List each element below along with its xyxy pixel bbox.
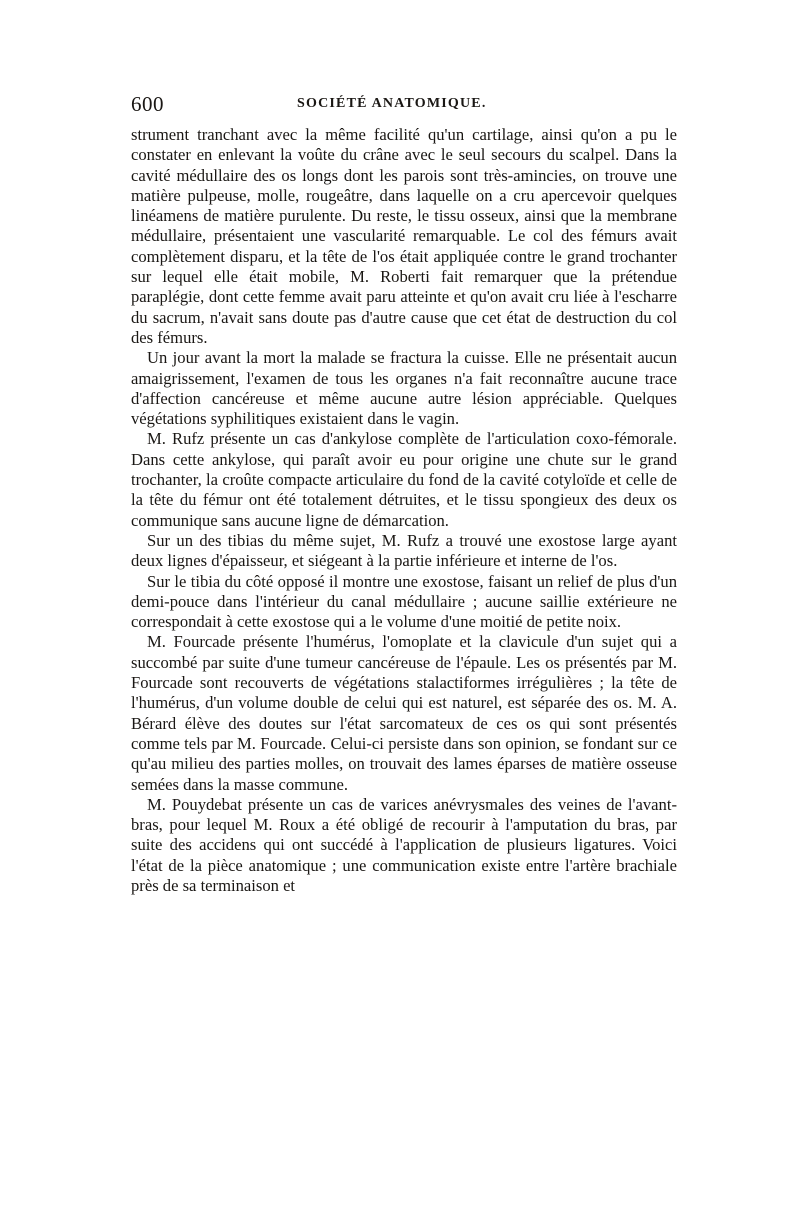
paragraph-fourcade: M. Fourcade présente l'humérus, l'omoplate et la clavicule d'un sujet qui a succombé par suite d'une tumeur cancéreuse de l'épaule. Les os présentés par M. Fourcade sont recouverts de végétations stalactiformes irrégulières ; la tête de l'humérus, d'un volume double de celui qui est naturel, est séparée des os. M. A. Bérard élève des doutes sur l'état sarcomateux de ces os qui sont présentés comme tels par M. Fourcade. Celui-ci persiste dans son opinion, se fondant sur ce qu'au milieu des parties molles, on trouvait des lames éparses de matière osseuse semées dans la masse commune. bbox=[131, 632, 677, 794]
body-text bbox=[131, 125, 677, 896]
paragraph-rufz-exostosis: Sur un des tibias du même sujet, M. Rufz a trouvé une exostose large ayant deux lignes d'épaisseur, et siégeant à la partie inférieure et interne de l'os. bbox=[131, 530, 677, 571]
paragraph-continuation: strument tranchant avec la même facilité qu'un cartilage, ainsi qu'on a pu le constater en enlevant la voûte du crâne avec le seul secours du scalpel. Dans la cavité médullaire des os longs dont les parois sont très-amincies, on trouve une matière pulpeuse, molle, rougeâtre, dans laquelle on a cru apercevoir quelques linéamens de matière purulente. Du reste, le tissu osseux, ainsi que la membrane médullaire, présentaient une vascularité remarquable. Le col des fémurs avait complètement disparu, et la tête de l'os était appliquée contre le grand trochanter sur lequel elle était mobile, M. Roberti fait remarquer que la prétendue paraplégie, dont cette femme avait paru atteinte et qu'on avait cru liée à l'escharre du sacrum, n'avait sans doute pas d'autre cause que cet état de destruction du col des fémurs. bbox=[131, 125, 677, 347]
paragraph-pouydebat: M. Pouydebat présente un cas de varices anévrysmales des veines de l'avant-bras, pour lequel M. Roux a été obligé de recourir à l'amputation du bras, par suite des accidens qui ont succédé à l'application de plusieurs ligatures. Voici l'état de la pièce anatomique ; une communication existe entre l'artère brachiale près de sa terminaison et bbox=[131, 794, 677, 895]
paragraph-opposite-tibia: Sur le tibia du côté opposé il montre une exostose, faisant un relief de plus d'un demi-pouce dans l'intérieur du canal médullaire ; aucune saillie extérieure ne correspondait à cette exostose qui a le volume d'une moitié de petite noix. bbox=[131, 571, 677, 632]
page-header bbox=[131, 92, 677, 120]
running-head: SOCIÉTÉ ANATOMIQUE. bbox=[297, 96, 487, 111]
paragraph-fracture: Un jour avant la mort la malade se fractura la cuisse. Elle ne présentait aucun amaigrissement, l'examen de tous les organes n'a fait reconnaître aucune trace d'affection cancéreuse et même aucune autre lésion appréciable. Quelques végétations syphilitiques existaient dans le vagin. bbox=[131, 348, 677, 429]
paragraph-rufz-ankylosis: M. Rufz présente un cas d'ankylose complète de l'articulation coxo-fémorale. Dans cette ankylose, qui paraît avoir eu pour origine une chute sur le grand trochanter, la croûte compacte articulaire du fond de la cavité cotyloïde et celle de la tête du fémur ont été totalement détruites, et le tissu spongieux des deux os communique sans aucune ligne de démarcation. bbox=[131, 429, 677, 530]
page-number: 600 bbox=[131, 92, 164, 116]
